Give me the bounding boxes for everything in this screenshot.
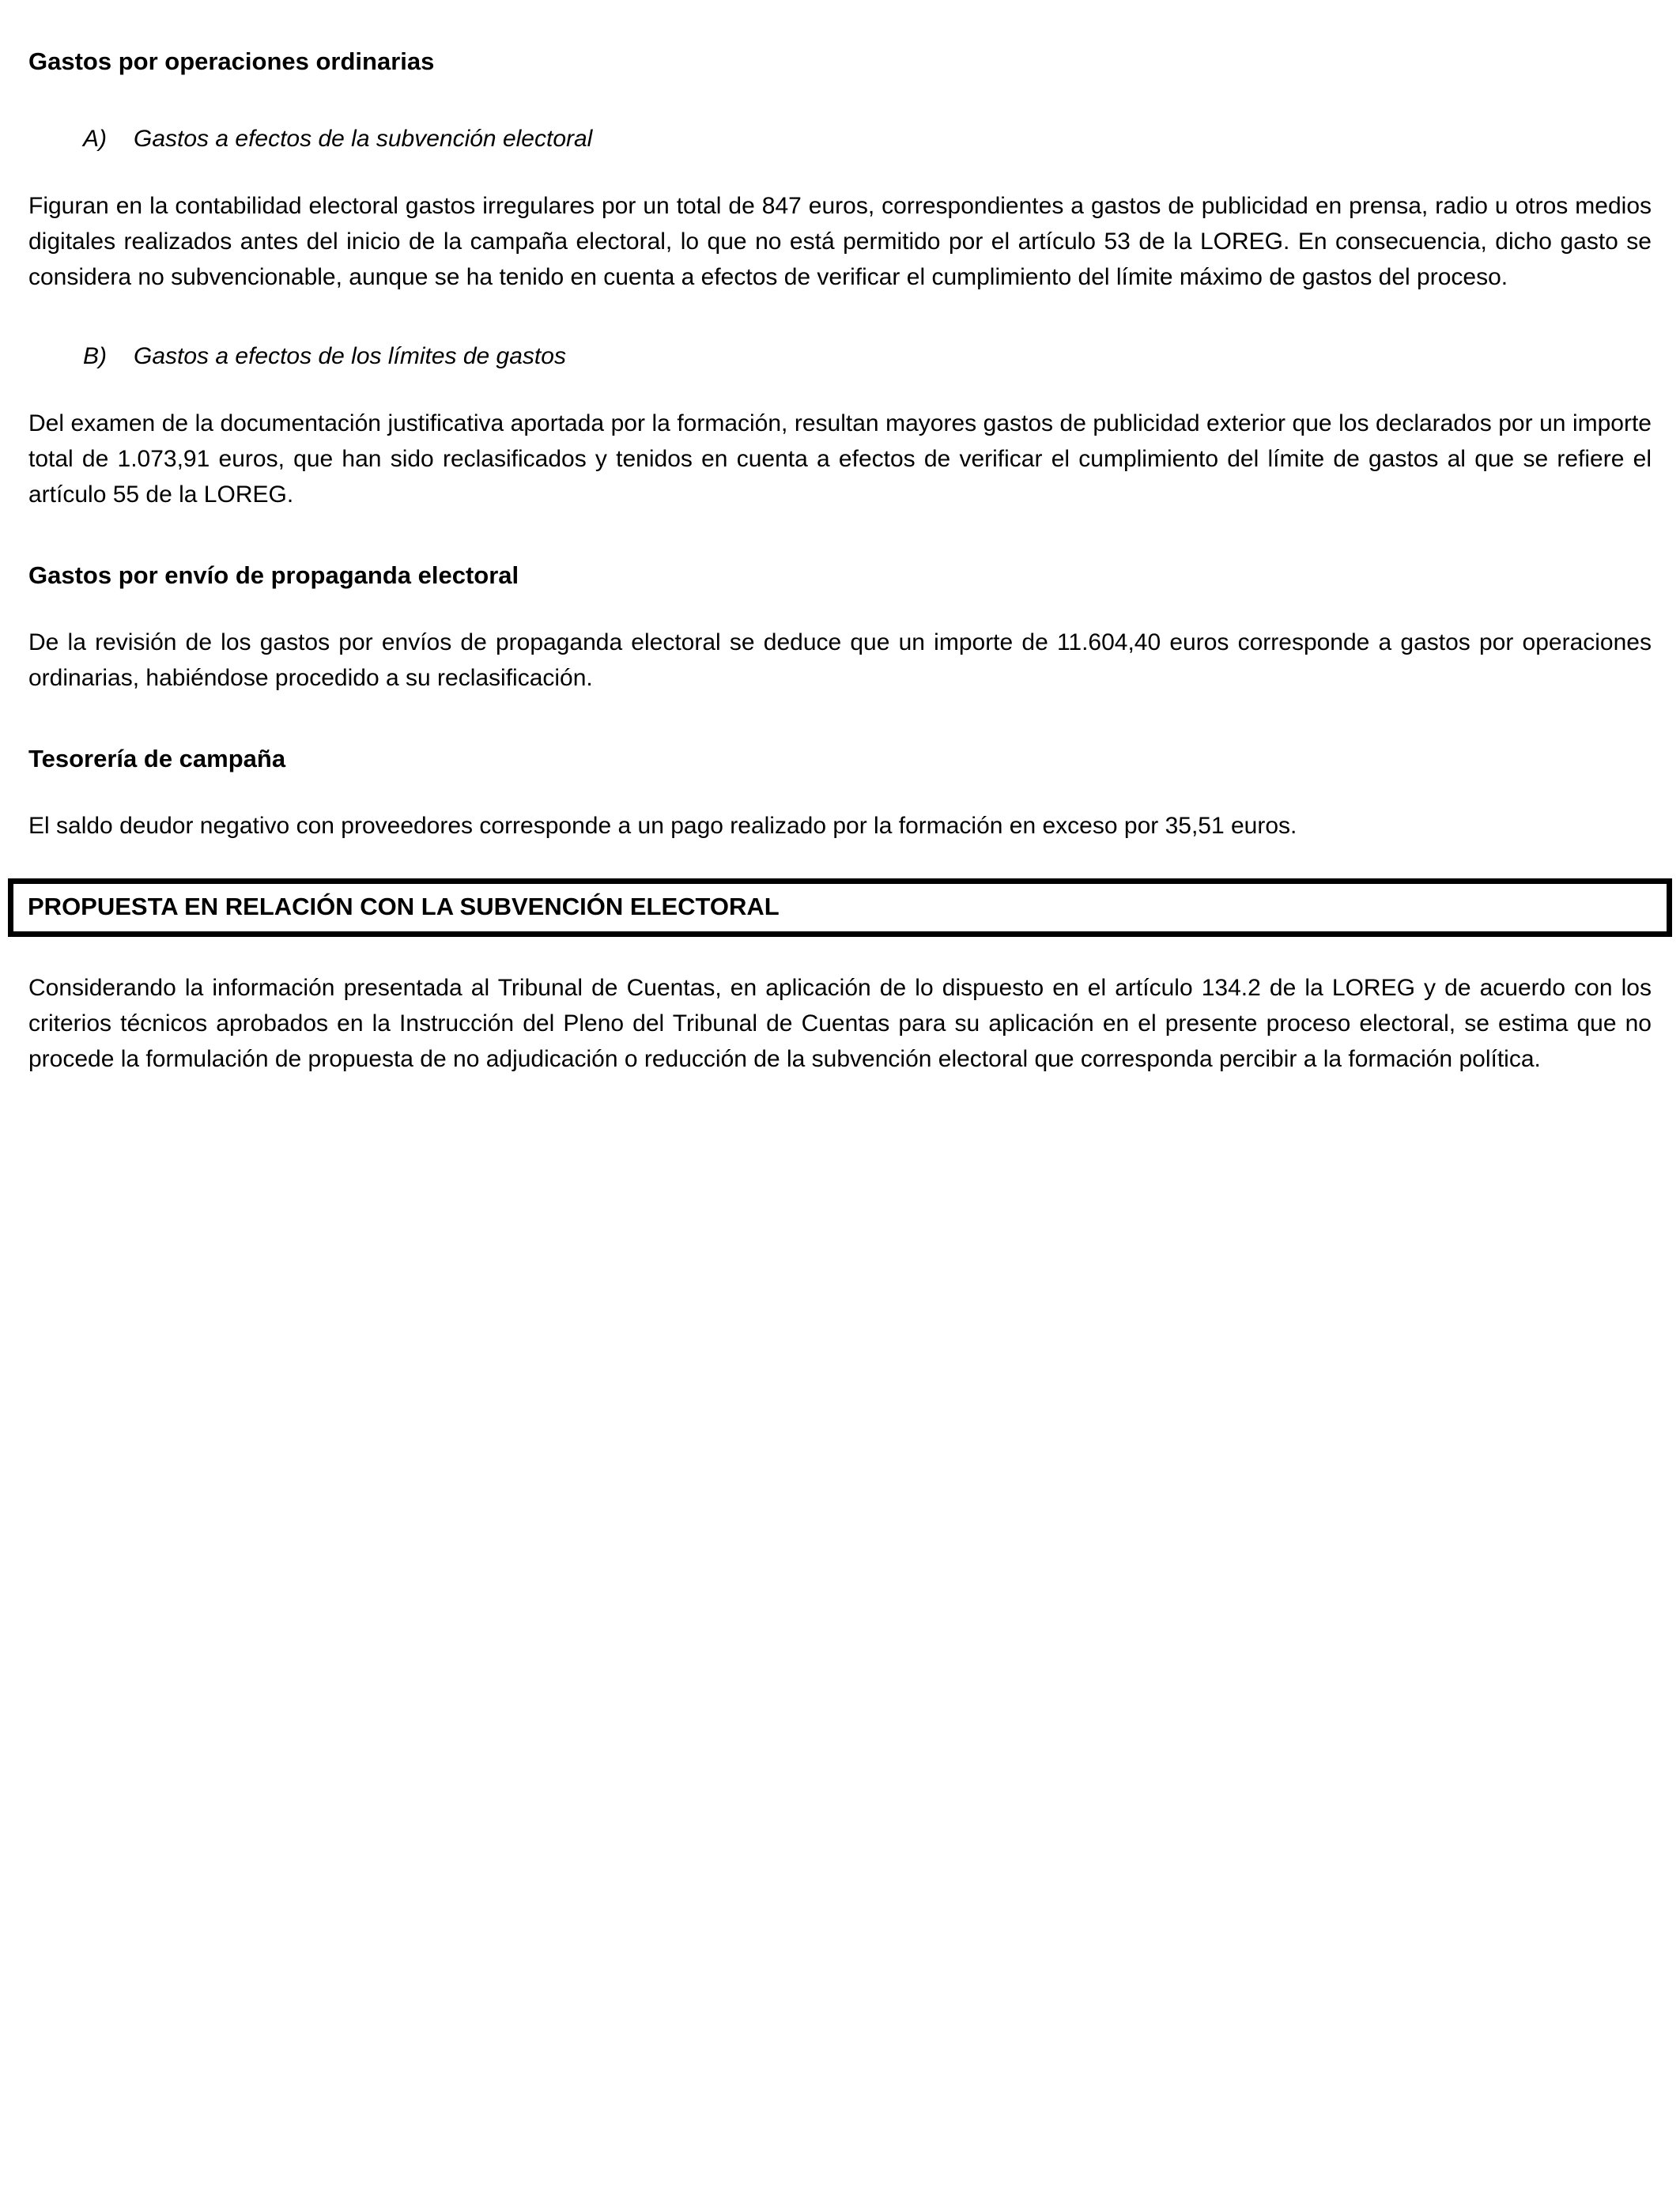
list-marker-a: A): [83, 126, 107, 152]
paragraph-propuesta-subvencion: Considerando la información presentada al Tribunal de Cuentas, en aplicación de lo dispuesto en el artículo 134.2 de la LOREG y de acuerdo con los criterios técnicos aprobados en la Instrucción del Pleno del Tribunal de Cuentas para su aplicación en el presente proceso electoral, se estima que no procede la formulación de propuesta de no adjudicación o reducción de la subvención electoral que corresponda percibir a la formación política.: [28, 975, 1652, 1072]
list-heading-a-text: Gastos a efectos de la subvención electoral: [134, 126, 593, 152]
paragraph-limites-de-gastos: Del examen de la documentación justificativa aportada por la formación, resultan mayores gastos de publicidad exterior que los declarados por un importe total de 1.073,91 euros, que han sido reclasificados y tenidos en cuenta a efectos de verificar el cumplimiento del límite de gastos al que se refiere el artículo 55 de la LOREG.: [28, 410, 1652, 508]
list-heading-a: [83, 123, 1652, 155]
boxed-heading-propuesta-subvencion: PROPUESTA EN RELACIÓN CON LA SUBVENCIÓN ELECTORAL: [8, 878, 1672, 937]
paragraph-subvencion-electoral: Figuran en la contabilidad electoral gastos irregulares por un total de 847 euros, correspondientes a gastos de publicidad en prensa, radio u otros medios digitales realizados antes del inicio de la campaña electoral, lo que no está permitido por el artículo 53 de la LOREG. En consecuencia, dicho gasto se considera no subvencionable, aunque se ha tenido en cuenta a efectos de verificar el cumplimiento del límite máximo de gastos del proceso.: [28, 193, 1652, 290]
list-heading-b: [83, 341, 1652, 372]
section-heading-envio-propaganda: Gastos por envío de propaganda electoral: [28, 561, 519, 589]
paragraph-tesoreria-campana: El saldo deudor negativo con proveedores corresponde a un pago realizado por la formación en exceso por 35,51 euros.: [28, 813, 1297, 839]
list-heading-b-text: Gastos a efectos de los límites de gastos: [134, 343, 566, 369]
paragraph-envio-propaganda: De la revisión de los gastos por envíos de propaganda electoral se deduce que un importe de 11.604,40 euros corresponde a gastos por operaciones ordinarias, habiéndose procedido a su reclasificación.: [28, 629, 1652, 691]
section-heading-tesoreria-campana: Tesorería de campaña: [28, 745, 286, 772]
section-heading-gastos-operaciones-ordinarias: Gastos por operaciones ordinarias: [28, 47, 435, 75]
list-marker-b: B): [83, 343, 107, 369]
